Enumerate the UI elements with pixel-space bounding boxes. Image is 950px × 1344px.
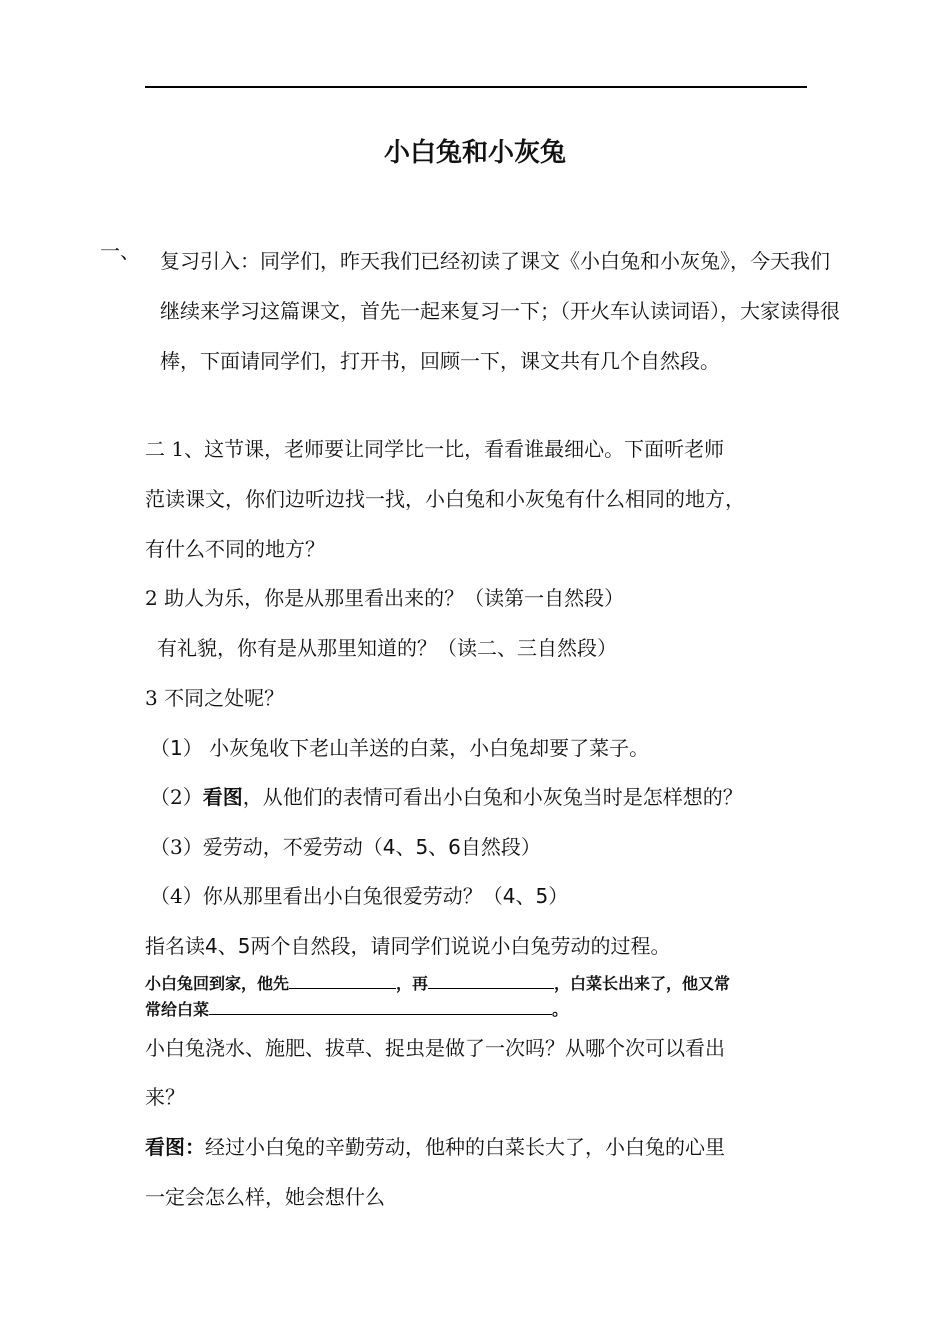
fill-in-line-1 <box>145 972 730 996</box>
question-1-line-1: 小白兔浇水、施肥、拔草、捉虫是做了一次吗？从哪个次可以看出 <box>145 1036 725 1060</box>
point-3 <box>150 832 541 862</box>
point-5-text: 两个自然段，请同学们说说小白兔劳动的过程。 <box>250 934 671 958</box>
fill-in-text-2: ，再 <box>396 974 429 993</box>
point-5-numbers: 4、5 <box>205 934 251 958</box>
question-1-line-2: 来？ <box>145 1085 185 1109</box>
header-rule <box>145 86 807 88</box>
section-one-number: 一、 <box>100 239 140 263</box>
fill-in-blank-1[interactable] <box>289 972 396 989</box>
fill-in-line-2 <box>145 998 568 1022</box>
point-1-text: 小灰兔收下老山羊送的白菜，小白兔却要了菜子。 <box>209 736 650 760</box>
question-2-line-1 <box>145 1132 725 1162</box>
question-2-label: 看图： <box>145 1135 205 1159</box>
fill-in-text-1: 小白兔回到家，他先 <box>145 974 290 993</box>
fill-in-blank-3[interactable] <box>209 998 552 1015</box>
item-2-politeness: 有礼貌，你有是从那里知道的？（读二、三自然段） <box>157 636 617 660</box>
question-2-line-2: 一定会怎么样，她会想什么 <box>145 1185 385 1209</box>
point-2-look-at-picture: 看图 <box>202 785 243 809</box>
point-5-prefix: 指名读 <box>145 934 205 958</box>
question-2-text: 经过小白兔的辛勤劳动，他种的白菜长大了，小白兔的心里 <box>205 1135 725 1159</box>
point-4-text: （4）你从那里看出小白兔很爱劳动？（ <box>150 884 503 908</box>
section-two-line-3: 有什么不同的地方？ <box>145 537 325 561</box>
point-2 <box>150 782 743 812</box>
point-2-text: ，从他们的表情可看出小白兔和小灰兔当时是怎样想的？ <box>242 785 743 809</box>
fill-in-text-4: 常给白菜 <box>145 1000 210 1019</box>
point-2-open: （2） <box>150 785 203 809</box>
section-two-line-2: 范读课文，你们边听边找一找，小白兔和小灰兔有什么相同的地方， <box>145 487 745 511</box>
fill-in-text-3: ，白菜长出来了，他又常 <box>554 974 731 993</box>
fill-in-blank-2[interactable] <box>428 972 554 989</box>
point-3-close: 自然段） <box>460 835 541 859</box>
section-two-line-1: 二 1、这节课，老师要让同学比一比，看看谁最细心。下面听老师 <box>145 437 725 461</box>
fill-in-end: 。 <box>552 1000 569 1019</box>
point-3-numbers: 4、5、6 <box>382 835 461 859</box>
point-4-close: ） <box>548 884 569 908</box>
point-4-numbers: 4、5 <box>502 884 549 908</box>
point-4 <box>150 881 568 911</box>
section-one-paragraph: 复习引入：同学们，昨天我们已经初读了课文《小白兔和小灰兔》，今天我们继续来学习这篇课文，首先一起来复习一下；（开火车认读词语），大家读得很棒，下面请同学们，打开书，回顾一下，课文共有几个自然段。 <box>160 249 840 373</box>
document-title: 小白兔和小灰兔 <box>383 138 566 168</box>
item-2-help-others: 2 助人为乐，你是从那里看出来的？（读第一自然段） <box>145 586 625 610</box>
point-3-text: （3）爱劳动，不爱劳动（ <box>150 835 383 859</box>
point-1-number: （1） <box>150 736 203 760</box>
point-1 <box>150 733 649 763</box>
item-3-differences: 3 不同之处呢？ <box>145 686 285 710</box>
point-5 <box>145 931 670 961</box>
